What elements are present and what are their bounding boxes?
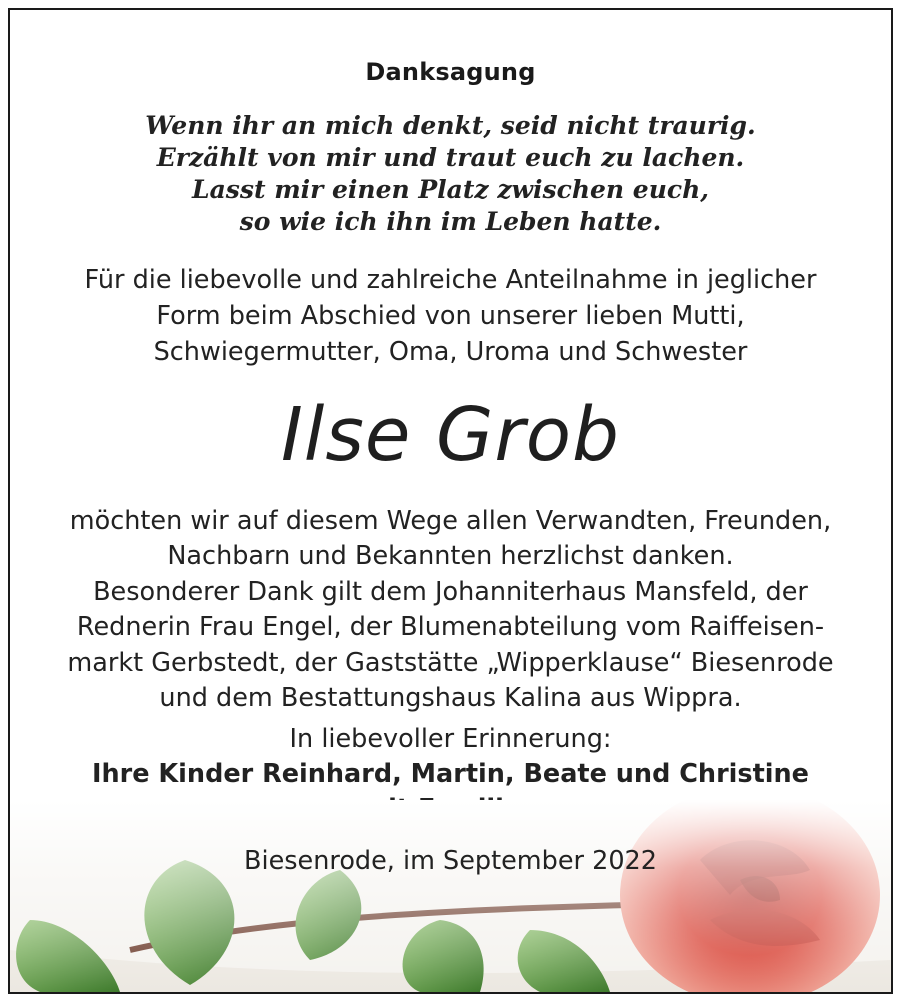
intro-text bbox=[10, 262, 891, 370]
intro-line: Für die liebevolle und zahlreiche Anteilnahme in jeglicher bbox=[84, 265, 817, 295]
poem-line: Erzählt von mir und traut euch zu lachen. bbox=[156, 143, 745, 172]
place-date: Biesenrode, im September 2022 bbox=[244, 846, 657, 876]
heading: Danksagung bbox=[365, 58, 536, 86]
thanks-text bbox=[10, 504, 891, 716]
thanks-line: Besonderer Dank gilt dem Johanniterhaus Mansfeld, der bbox=[93, 576, 808, 607]
intro-line: Schwiegermutter, Oma, Uroma und Schwester bbox=[153, 337, 748, 367]
poem-line: so wie ich ihn im Leben hatte. bbox=[239, 207, 662, 236]
thanks-line: Rednerin Frau Engel, der Blumenabteilung vom Raiffeisen- bbox=[76, 612, 825, 643]
intro-line: Form beim Abschied von unserer lieben Mutti, bbox=[156, 301, 745, 331]
poem-line: Wenn ihr an mich denkt, seid nicht traurig. bbox=[145, 111, 756, 140]
deceased-name: Ilse Grob bbox=[280, 392, 620, 478]
thanks-line: und dem Bestattungshaus Kalina aus Wippra. bbox=[159, 683, 742, 714]
poem bbox=[10, 110, 891, 238]
poem-line: Lasst mir einen Platz zwischen euch, bbox=[192, 175, 709, 204]
signers: Ihre Kinder Reinhard, Martin, Beate und Christine bbox=[92, 759, 809, 789]
thanks-line: möchten wir auf diesem Wege allen Verwandten, Freunden, bbox=[69, 506, 832, 536]
thanks-line: Nachbarn und Bekannten herzlichst danken. bbox=[167, 541, 734, 572]
rose-image bbox=[10, 800, 891, 992]
obituary-notice bbox=[8, 8, 893, 994]
closing-line: In liebevoller Erinnerung: bbox=[289, 724, 612, 754]
thanks-line: markt Gerbstedt, der Gaststätte „Wipperklause“ Biesenrode bbox=[67, 647, 834, 678]
